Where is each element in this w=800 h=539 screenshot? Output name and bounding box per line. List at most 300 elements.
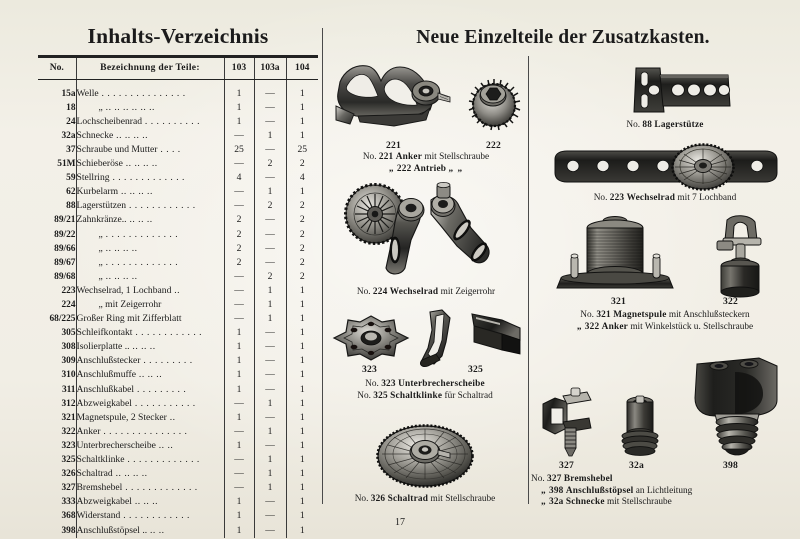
table-row: [38, 270, 318, 284]
caption-lead: No.: [365, 379, 379, 389]
table-row: [38, 481, 318, 495]
cell-description: [76, 397, 224, 411]
figure-numbers-bremshebel: [531, 460, 797, 473]
cell-qty-103a: 1: [254, 467, 286, 481]
cell-qty-103: —: [224, 157, 254, 171]
cell-qty-103: —: [224, 397, 254, 411]
cell-part-number: 312: [61, 398, 76, 409]
cell-qty-104: 1: [286, 383, 318, 397]
cell-part-number: 327: [61, 483, 76, 494]
cell-qty-104: 1: [286, 101, 318, 115]
leader-dots: . . . . . . . . . . . . . . .: [98, 87, 186, 99]
cell-description: [76, 143, 224, 157]
cell-qty-103a: 2: [254, 270, 286, 284]
caption-rest: mit Stellschraube: [606, 497, 672, 507]
leader-dots: .. .. .. ..: [122, 158, 158, 170]
caption-lead: No.: [626, 120, 641, 130]
cell-qty-103: 2: [224, 242, 254, 256]
leader-dots: . . . .: [157, 143, 181, 155]
cell-qty-103: —: [224, 129, 254, 143]
cell-description: [76, 129, 224, 143]
cell-part-number: 15a: [61, 88, 76, 99]
header-104: 104: [286, 58, 318, 80]
table-row: [38, 326, 318, 340]
cell-qty-103: —: [224, 453, 254, 467]
cell-description: [76, 213, 224, 227]
cell-qty-103: 1: [224, 524, 254, 538]
description-text: „: [98, 101, 103, 113]
table-row: [38, 354, 318, 368]
figure-numbers-magnetspule: [533, 296, 797, 309]
leader-dots: .. .. .. ..: [112, 468, 148, 480]
caption-lead: „: [388, 163, 395, 174]
description-text: Zahnkränze..: [76, 214, 127, 226]
table-row: [38, 439, 318, 453]
cell-qty-103a: —: [254, 242, 286, 256]
leader-dots: .. .. .. ..: [118, 186, 153, 198]
table-row: [38, 199, 318, 213]
cell-qty-103a: 2: [254, 199, 286, 213]
caption-lead: No.: [362, 152, 377, 162]
description-text: Stellring: [76, 172, 110, 184]
table-row: [38, 340, 318, 354]
cell-qty-103: 1: [224, 115, 254, 129]
figure-anker-antrieb: [326, 58, 526, 175]
cell-qty-103a: —: [254, 326, 286, 340]
cell-qty-104: 1: [286, 509, 318, 523]
cell-qty-103a: —: [254, 256, 286, 270]
illustration-antrieb-222: [466, 74, 522, 130]
table-row: [38, 368, 318, 382]
caption-number: 32a: [548, 497, 564, 507]
description-text: Unterbrecherscheibe: [76, 439, 156, 451]
caption-wechselrad-224: [326, 287, 526, 299]
table-row: [38, 228, 318, 242]
illustration-anker-322: [703, 214, 783, 294]
cell-qty-104: 1: [286, 326, 318, 340]
leader-dots: .. .. ..: [126, 214, 153, 226]
caption-part-name: Antrieb: [413, 163, 447, 174]
cell-qty-104: 1: [286, 453, 318, 467]
cell-qty-103: 2: [224, 228, 254, 242]
cell-qty-103a: —: [254, 213, 286, 227]
cell-qty-104: 4: [286, 171, 318, 185]
cell-qty-103: 25: [224, 143, 254, 157]
caption-number: 224: [372, 287, 388, 297]
caption-number: 322: [584, 321, 600, 332]
cell-qty-103a: —: [254, 524, 286, 538]
description-text: Anker: [76, 425, 101, 437]
description-text: Abzweigkabel: [76, 496, 132, 508]
cell-qty-104: 1: [286, 129, 318, 143]
page-number: 17: [395, 517, 405, 528]
caption-lead: No.: [593, 193, 608, 203]
cell-description: [76, 481, 224, 495]
caption-number: 223: [609, 193, 625, 203]
table-row: [38, 312, 318, 326]
cell-qty-103: —: [224, 312, 254, 326]
caption-lead: No.: [357, 390, 371, 401]
header-103a: 103a: [254, 58, 286, 80]
caption-lead: „: [541, 485, 547, 496]
description-text: Anschlußmuffe: [76, 369, 137, 381]
leader-dots: . . . . . . . . . . . .: [120, 510, 190, 522]
cell-qty-103a: 1: [254, 397, 286, 411]
cell-part-number: 311: [61, 384, 76, 395]
table-row: [38, 143, 318, 157]
cell-part-number: 321: [61, 412, 76, 423]
caption-anker-line2: [326, 164, 526, 176]
description-text: Abzweigkabel: [76, 397, 132, 409]
caption-part-name: Wechselrad: [389, 287, 439, 297]
leader-dots: .. .. .. ..: [113, 129, 149, 141]
cell-qty-104: 1: [286, 397, 318, 411]
table-row: [38, 87, 318, 101]
parts-table: [38, 57, 318, 538]
cell-part-number: 51M: [57, 159, 76, 170]
cell-qty-104: 1: [286, 185, 318, 199]
cell-qty-103a: —: [254, 101, 286, 115]
cell-qty-103a: —: [254, 228, 286, 242]
cell-qty-103a: —: [254, 354, 286, 368]
leader-dots: .. .. ..: [131, 496, 159, 508]
figure-bremshebel-stoepsel: [531, 356, 797, 509]
table-of-contents-column: [38, 24, 318, 536]
cell-qty-103: 1: [224, 101, 254, 115]
description-text: Anschlußkabel: [76, 383, 135, 395]
column-divider-mid: [528, 56, 529, 504]
leader-dots: .. .. .. ..: [102, 270, 138, 282]
table-row: [38, 298, 318, 312]
cell-qty-103a: —: [254, 143, 286, 157]
cell-part-number: 62: [66, 187, 76, 198]
illustration-anschlussstoepsel-398: [689, 356, 785, 460]
cell-qty-103a: 1: [254, 425, 286, 439]
caption-lead: No.: [531, 474, 545, 484]
cell-part-number: 32a: [61, 130, 76, 141]
cell-qty-104: 1: [286, 495, 318, 509]
description-text: „: [98, 228, 103, 240]
leader-dots: .. .. ..: [129, 341, 156, 353]
cell-part-number: 305: [61, 328, 76, 339]
cell-qty-103a: —: [254, 495, 286, 509]
figure-schaltrad-326: [322, 412, 528, 506]
leader-dots: ..: [166, 411, 176, 423]
description-text: Lagerstützen: [76, 200, 127, 212]
cell-part-number: 89/66: [54, 243, 76, 254]
cell-qty-103: 1: [224, 411, 254, 425]
cell-qty-104: 1: [286, 481, 318, 495]
description-text: Lochscheibenrad: [76, 115, 143, 127]
illustration-magnetspule-321: [553, 212, 683, 294]
leader-dots: . . . . . . . . . . . . .: [122, 482, 198, 494]
cell-qty-103a: 1: [254, 298, 286, 312]
parts-table-body: [38, 79, 318, 538]
caption-rest: mit Stellschraube: [430, 494, 496, 504]
cell-description: [76, 312, 224, 326]
cell-qty-104: 25: [286, 143, 318, 157]
table-row: [38, 256, 318, 270]
cell-part-number: 59: [66, 173, 76, 184]
table-row: [38, 115, 318, 129]
header-no: No.: [38, 58, 76, 80]
cell-qty-103a: —: [254, 171, 286, 185]
figure-unterbrecher-schaltklinke: [320, 312, 530, 402]
cell-qty-104: 1: [286, 467, 318, 481]
cell-qty-103: —: [224, 298, 254, 312]
cell-description: [76, 439, 224, 453]
description-text: Schraube und Mutter: [76, 143, 158, 155]
cell-qty-103a: 1: [254, 481, 286, 495]
fig-number-325: 325: [468, 364, 483, 375]
table-row: [38, 411, 318, 425]
cell-qty-103: —: [224, 284, 254, 298]
fig-number-222: 222: [486, 140, 501, 151]
cell-qty-103: 2: [224, 213, 254, 227]
caption-magnetspule-321: [533, 310, 797, 322]
cell-description: [76, 298, 224, 312]
caption-part-name: Schnecke: [565, 497, 605, 507]
cell-qty-103: 1: [224, 326, 254, 340]
table-row: [38, 495, 318, 509]
leader-dots: .. .. .. ..: [102, 242, 138, 254]
cell-qty-104: 2: [286, 199, 318, 213]
description-text: Bremshebel: [76, 482, 123, 494]
leader-dots: . . . . . . . . .: [140, 355, 193, 367]
cell-qty-103a: 1: [254, 453, 286, 467]
leader-dots: . . . . . . . . . . . . .: [102, 228, 179, 240]
cell-description: [76, 467, 224, 481]
description-text: Schaltrad: [76, 468, 113, 480]
fig-number-321: 321: [611, 296, 626, 307]
description-text: „: [98, 242, 103, 254]
cell-description: [76, 383, 224, 397]
description-text: Großer Ring mit Zifferblatt: [76, 313, 182, 325]
caption-rest: mit Stellschraube: [424, 152, 490, 162]
cell-qty-103a: —: [254, 383, 286, 397]
cell-qty-103a: 1: [254, 312, 286, 326]
cell-description: [76, 354, 224, 368]
table-row: [38, 467, 318, 481]
caption-rest: mit Zeigerrohr: [440, 287, 496, 297]
illustration-schaltklinke-325: [416, 308, 524, 368]
caption-rest: an Lichtleitung: [635, 485, 693, 496]
cell-part-number: 398: [61, 525, 76, 536]
leader-dots: . . . . . . . . . . . .: [126, 200, 196, 212]
description-text: Schieberöse: [76, 158, 123, 170]
leader-dots: .. .. .. .. .. ..: [102, 101, 155, 113]
cell-qty-103: —: [224, 270, 254, 284]
cell-qty-103a: —: [254, 115, 286, 129]
figure-lagerstuetze-88: [535, 66, 795, 132]
table-row: [38, 157, 318, 171]
caption-lead: „: [576, 321, 583, 332]
caption-wechselrad-223: [533, 193, 797, 205]
figure-numbers-unterbrecher: [320, 364, 530, 377]
table-row: [38, 101, 318, 115]
illustration-anker-221: [334, 58, 459, 136]
illustration-schaltrad-326: [370, 412, 480, 492]
description-text: „ mit Zeigerrohr: [98, 299, 162, 310]
cell-qty-103: —: [224, 467, 254, 481]
caption-anker-322: [533, 322, 797, 334]
cell-description: [76, 242, 224, 256]
page-title: Inhalts-Verzeichnis: [87, 24, 269, 48]
caption-lead: „: [541, 497, 547, 507]
cell-part-number: 326: [61, 469, 76, 480]
cell-description: [76, 199, 224, 213]
fig-number-323: 323: [362, 364, 377, 375]
cell-qty-103: 1: [224, 509, 254, 523]
leader-dots: . . . . . . . . . . .: [131, 397, 196, 409]
cell-part-number: 68/225: [49, 314, 76, 325]
cell-qty-104: 1: [286, 87, 318, 101]
cell-description: [76, 326, 224, 340]
caption-rest: „ „: [448, 163, 464, 174]
cell-qty-104: 2: [286, 228, 318, 242]
cell-part-number: 322: [61, 426, 76, 437]
caption-part-name: Schaltklinke: [390, 390, 443, 401]
cell-qty-104: 1: [286, 312, 318, 326]
cell-description: [76, 368, 224, 382]
cell-description: [76, 284, 224, 298]
cell-description: [76, 228, 224, 242]
leader-dots: .. ..: [155, 439, 174, 451]
cell-qty-104: 1: [286, 411, 318, 425]
cell-qty-104: 1: [286, 524, 318, 538]
leader-dots: . . . . . . . . . . . . .: [109, 172, 185, 184]
table-row: [38, 242, 318, 256]
description-text: Kurbelarm: [76, 186, 119, 198]
fig-number-398: 398: [723, 460, 738, 471]
cell-qty-103: —: [224, 185, 254, 199]
fig-number-221: 221: [386, 140, 401, 151]
description-text: Anschlußstecker: [76, 355, 141, 367]
cell-qty-103a: —: [254, 411, 286, 425]
figure-wechselrad-224: [326, 178, 526, 299]
leader-dots: . . . . . . . . . . . . . . .: [100, 425, 188, 437]
illustration-lagerstuetze-88: [630, 66, 734, 116]
cell-qty-104: 1: [286, 284, 318, 298]
fig-number-322: 322: [723, 296, 738, 307]
leader-dots: .. ..: [147, 524, 165, 536]
cell-qty-104: 1: [286, 354, 318, 368]
leader-dots: . . . . . . . . .: [134, 383, 187, 395]
cell-qty-104: 2: [286, 270, 318, 284]
caption-part-name: Unterbrecherscheibe: [398, 379, 485, 389]
caption-number: 327: [547, 474, 562, 484]
cell-description: [76, 411, 224, 425]
caption-lead: No.: [580, 310, 594, 320]
cell-part-number: 309: [61, 356, 76, 367]
caption-lead: No.: [356, 287, 371, 297]
cell-description: [76, 157, 224, 171]
cell-qty-103: 1: [224, 368, 254, 382]
cell-part-number: 18: [66, 102, 76, 113]
cell-part-number: 368: [61, 511, 76, 522]
cell-qty-103a: 2: [254, 157, 286, 171]
cell-description: [76, 495, 224, 509]
description-text: Magnetspule, 2 Stecker: [76, 411, 167, 423]
cell-qty-103: 1: [224, 383, 254, 397]
cell-part-number: 89/68: [54, 271, 76, 282]
description-text: Widerstand: [76, 510, 121, 522]
description-text: Schleifkontakt: [76, 327, 133, 339]
leader-dots: . . . . . . . . . . . . .: [124, 454, 200, 466]
cell-qty-104: 2: [286, 242, 318, 256]
caption-number: 325: [373, 390, 388, 401]
caption-lagerstuetze-88: [535, 120, 795, 132]
cell-qty-104: 2: [286, 256, 318, 270]
cell-qty-103: 2: [224, 256, 254, 270]
cell-part-number: 223: [61, 285, 76, 296]
cell-qty-103: —: [224, 425, 254, 439]
cell-part-number: 24: [66, 116, 76, 127]
caption-part-name: Lagerstütze: [654, 120, 704, 130]
cell-qty-104: 2: [286, 157, 318, 171]
cell-qty-104: 1: [286, 439, 318, 453]
table-row: [38, 185, 318, 199]
cell-part-number: 37: [66, 144, 76, 155]
caption-number: 326: [370, 494, 386, 504]
caption-unterbrecherscheibe-323: [320, 379, 530, 391]
figure-numbers-anker: [326, 140, 526, 153]
cell-description: [76, 115, 224, 129]
caption-number: 222: [396, 163, 412, 174]
cell-qty-103: —: [224, 481, 254, 495]
cell-qty-103: 1: [224, 495, 254, 509]
leader-dots: . . . . . . . . . . . . .: [102, 256, 179, 268]
caption-number: 321: [596, 310, 611, 320]
caption-number: 398: [548, 485, 564, 496]
description-text: Welle: [76, 87, 99, 99]
illustration-schnecke-32a: [613, 388, 667, 458]
cell-part-number: 89/21: [54, 215, 76, 226]
cell-part-number: 308: [61, 342, 76, 353]
caption-part-name: Schaltrad: [387, 494, 429, 504]
caption-rest: für Schaltrad: [444, 390, 493, 401]
cell-qty-103a: —: [254, 368, 286, 382]
cell-qty-103: 4: [224, 171, 254, 185]
description-text: „: [98, 270, 103, 282]
description-text: Wechselrad, 1 Lochband: [76, 284, 172, 296]
fig-number-32a: 32a: [629, 460, 644, 471]
cell-description: [76, 453, 224, 467]
cell-qty-103a: 1: [254, 284, 286, 298]
cell-qty-104: 1: [286, 368, 318, 382]
leader-dots: .. .. ..: [136, 369, 163, 381]
description-text: Isolierplatte ..: [76, 341, 130, 353]
parts-table-header: [38, 58, 318, 80]
illustration-wechselrad-224: [331, 178, 521, 283]
caption-rest: mit Winkelstück u. Stellschraube: [630, 321, 754, 332]
illustration-unterbrecherscheibe-323: [328, 312, 414, 364]
caption-schnecke-32a: [531, 497, 797, 509]
caption-rest: mit Anschlußsteckern: [668, 310, 750, 320]
caption-bremshebel-327: [531, 474, 797, 486]
cell-qty-103a: —: [254, 87, 286, 101]
cell-description: [76, 87, 224, 101]
figure-wechselrad-223: [533, 143, 797, 205]
cell-qty-103: 1: [224, 354, 254, 368]
cell-part-number: 89/67: [54, 257, 76, 268]
caption-lead: No.: [354, 494, 369, 504]
cell-qty-103a: —: [254, 340, 286, 354]
table-row: [38, 284, 318, 298]
caption-part-name: Anker: [395, 152, 423, 162]
cell-qty-104: 1: [286, 425, 318, 439]
cell-qty-103: 1: [224, 439, 254, 453]
